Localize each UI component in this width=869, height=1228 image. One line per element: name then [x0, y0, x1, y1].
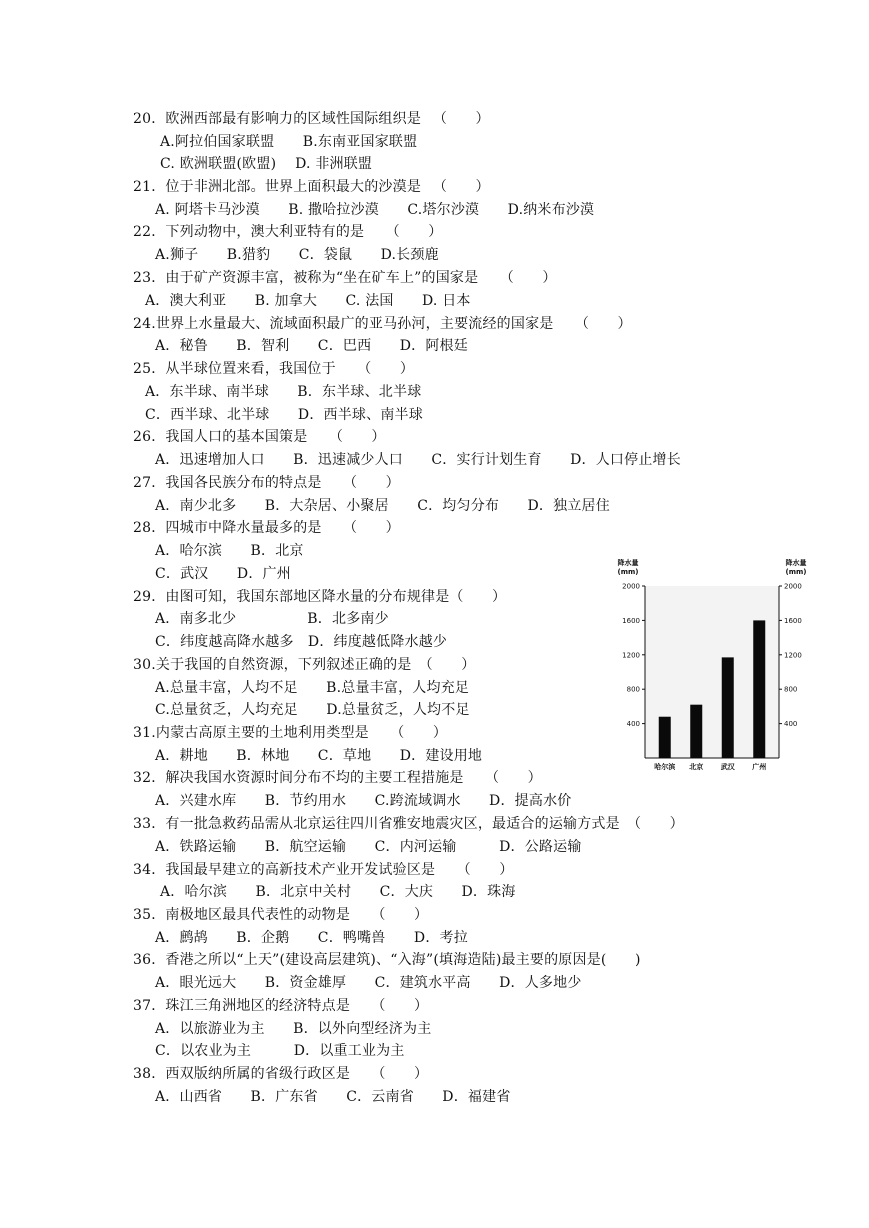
precipitation-bar-chart — [608, 556, 814, 778]
x-tick-label: 北京 — [689, 763, 704, 771]
question-36: 36．香港之所以“上天”(建设高层建筑)、“入海”(填海造陆)最主要的原因是( ) — [133, 952, 641, 968]
question-30: 30.关于我国的自然资源，下列叙述正确的是 （ ） — [133, 657, 476, 673]
options-37-ab: A．以旅游业为主 B．以外向型经济为主 — [155, 1021, 432, 1037]
options-35: A．鹧鸪 B．企鹅 C．鸭嘴兽 D．考拉 — [155, 930, 468, 946]
question-35: 35．南极地区最具代表性的动物是 （ ） — [133, 907, 429, 923]
options-30-cd: C.总量贫乏，人均充足 D.总量贫乏，人均不足 — [155, 702, 470, 718]
x-tick-label: 广州 — [752, 763, 767, 771]
question-29: 29．由图可知，我国东部地区降水量的分布规律是（ ） — [133, 589, 507, 605]
question-26: 26．我国人口的基本国策是 （ ） — [133, 429, 386, 445]
options-38: A．山西省 B．广东省 C．云南省 D．福建省 — [155, 1089, 511, 1105]
y-tick-label-left: 400 — [626, 720, 640, 729]
options-25-cd: C．西半球、北半球 D．西半球、南半球 — [145, 407, 423, 423]
options-29-cd: C．纬度越高降水越多 D．纬度越低降水越少 — [155, 634, 448, 650]
options-31: A．耕地 B．林地 C．草地 D．建设用地 — [155, 748, 483, 764]
question-25: 25．从半球位置来看，我国位于 （ ） — [133, 361, 415, 377]
y-tick-label-left: 800 — [626, 685, 640, 694]
y-tick-label-right: 2000 — [784, 582, 802, 591]
options-23: A．澳大利亚 B. 加拿大 C. 法国 D. 日本 — [145, 293, 471, 309]
options-27: A．南少北多 B．大杂居、小聚居 C．均匀分布 D．独立居住 — [155, 498, 610, 514]
question-20: 20．欧洲西部最有影响力的区域性国际组织是 （ ） — [133, 111, 490, 127]
y-tick-label-left: 2000 — [622, 582, 640, 591]
y-axis-label-left: 降水量 — [617, 559, 639, 567]
question-23: 23．由于矿产资源丰富，被称为“坐在矿车上”的国家是 （ ） — [133, 270, 557, 286]
options-37-cd: C．以农业为主 D．以重工业为主 — [155, 1043, 405, 1059]
question-31: 31.内蒙古高原主要的土地利用类型是 （ ） — [133, 725, 448, 741]
options-28-cd: C．武汉 D．广州 — [155, 566, 291, 582]
y-tick-label-left: 1600 — [622, 616, 640, 625]
question-28: 28．四城市中降水量最多的是 （ ） — [133, 520, 400, 536]
y-axis-label-right: 降水量 — [785, 559, 807, 567]
question-38: 38．西双版纳所属的省级行政区是 （ ） — [133, 1066, 429, 1082]
options-32: A．兴建水库 B．节约用水 C.跨流域调水 D．提高水价 — [155, 793, 572, 809]
options-22: A.狮子 B.猎豹 C．袋鼠 D.长颈鹿 — [155, 247, 439, 263]
options-34: A．哈尔滨 B．北京中关村 C．大庆 D．珠海 — [160, 884, 516, 900]
options-20-ab: A.阿拉伯国家联盟 B.东南亚国家联盟 — [160, 134, 418, 150]
options-29-ab: A．南多北少 B．北多南少 — [155, 611, 389, 627]
question-24: 24.世界上水量最大、流域面积最广的亚马孙河，主要流经的国家是 （ ） — [133, 316, 632, 332]
question-34: 34．我国最早建立的高新技术产业开发试验区是 （ ） — [133, 862, 514, 878]
question-21: 21．位于非洲北部。世界上面积最大的沙漠是 （ ） — [133, 179, 490, 195]
bar — [722, 657, 734, 758]
y-axis-label-right: (mm) — [785, 568, 807, 576]
bar — [659, 717, 671, 758]
options-25-ab: A．东半球、南半球 B．东半球、北半球 — [145, 384, 422, 400]
x-tick-label: 武汉 — [720, 763, 735, 771]
question-32: 32．解决我国水资源时间分布不均的主要工程措施是 （ ） — [133, 770, 542, 786]
y-tick-label-right: 400 — [784, 720, 798, 729]
question-33: 33．有一批急救药品需从北京运往四川省雅安地震灾区，最适合的运输方式是 （ ） — [133, 816, 684, 832]
options-20-cd: C. 欧洲联盟(欧盟) D. 非洲联盟 — [160, 156, 373, 172]
question-27: 27．我国各民族分布的特点是 （ ） — [133, 475, 400, 491]
options-30-ab: A.总量丰富，人均不足 B.总量丰富，人均充足 — [155, 680, 470, 696]
options-36: A．眼光远大 B．资金雄厚 C．建筑水平高 D．人多地少 — [155, 975, 582, 991]
y-tick-label-left: 1200 — [622, 651, 640, 660]
y-tick-label-right: 1600 — [784, 616, 802, 625]
y-tick-label-right: 1200 — [784, 651, 802, 660]
options-26: A．迅速增加人口 B．迅速减少人口 C．实行计划生育 D．人口停止增长 — [155, 452, 681, 468]
y-tick-label-right: 800 — [784, 685, 798, 694]
bar — [753, 620, 765, 758]
x-tick-label: 哈尔滨 — [654, 763, 676, 771]
y-axis-label-left: (mm) — [617, 568, 639, 576]
options-21: A. 阿塔卡马沙漠 B. 撒哈拉沙漠 C.塔尔沙漠 D.纳米布沙漠 — [155, 202, 595, 218]
options-28-ab: A．哈尔滨 B．北京 — [155, 543, 304, 559]
question-37: 37．珠江三角洲地区的经济特点是 （ ） — [133, 998, 429, 1014]
options-24: A．秘鲁 B．智利 C．巴西 D．阿根廷 — [155, 338, 468, 354]
options-33: A．铁路运输 B．航空运输 C．内河运输 D．公路运输 — [155, 839, 582, 855]
question-22: 22．下列动物中，澳大利亚特有的是 （ ） — [133, 224, 443, 240]
bar — [690, 705, 702, 758]
